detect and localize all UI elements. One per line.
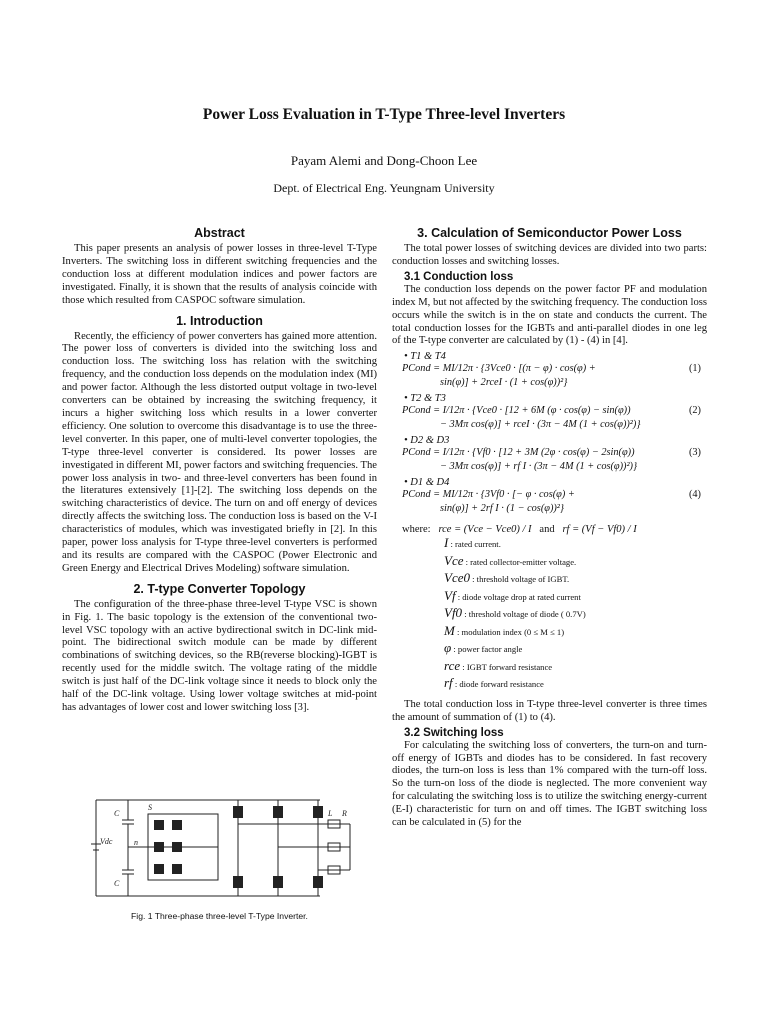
where-and: and (539, 524, 555, 536)
def-phi: φ : power factor angle (444, 640, 523, 656)
def-current: I : rated current. (444, 535, 501, 551)
symbol-definitions (444, 535, 707, 693)
eq2-line1: PCond = I/12π · {Vce0 · [12 + 6M (φ · cos(φ) − sin(φ)) (402, 405, 631, 417)
abstract-text: This paper presents an analysis of power losses in three-level T-Type Inverters. The switching loss in different switching frequencies and the conduction loss at different modulation indices and power factors are investigated. Finally, it is shown that the results of analysis coincide with those which resulted from CASPOC software simulation. (62, 243, 377, 306)
eq1-line1: PCond = MI/12π · {3Vce0 · [(π − φ) · cos(φ) + (402, 363, 596, 375)
right-column (392, 226, 707, 830)
eq4-line2: sin(φ)] + 2rf I · (1 − cos(φ))²} (440, 503, 565, 515)
def-rce: rce : IGBT forward resistance (444, 657, 553, 673)
vdc-label: Vdc (100, 837, 113, 846)
introduction-heading: 1. Introduction (176, 313, 263, 328)
eq4-number: (4) (688, 489, 701, 501)
eq1-number: (1) (688, 363, 701, 375)
def-vf: Vf : diode voltage drop at rated current (444, 587, 581, 603)
equation-2 (402, 404, 707, 418)
introduction-text: Recently, the efficiency of power converters has gained more attention. The power loss of converters is divided into the switching loss and conduction loss. The switching loss has relation with the switching frequency, and the conduction loss depends on the modulation index (MI) and power factor. Although the less distorted output voltage in two-level converters can be obtained by increasing the switching frequency, it incurs a higher switching loss which results in a lower converter efficiency. One solution to overcome this disadvantage is to use the three-level converter. In this paper, one of multi-level converter topologies, the T-type three-level converter is considered. Its power losses are investigated in different MI, power factors and switching frequencies. The power loss analysis in two- and three-level converters has been found in the literatures extensively [1]-[2]. The switching loss depends on the switching characteristics of device. The turn on and off energy of devices directly affects the switching loss. The conduction loss is based on the V-I characteristics of modules, which was investigated briefly in [2]. In this paper, power loss analysis for T-type three-level converters is performed and its results are compared with the CASPOC (Power Electronic and Green Energy and Electrical Drives Modeling) software simulation. (62, 330, 377, 574)
rf-definition: rf = (Vf − Vf0) / I (562, 524, 637, 536)
eq4-line1: PCond = MI/12π · {3Vf0 · [− φ · cos(φ) + (402, 489, 575, 501)
def-vce: Vce : rated collector-emitter voltage. (444, 552, 577, 568)
def-rf: rf : diode forward resistance (444, 675, 544, 691)
rce-definition: rce = (Vce − Vce0) / I (438, 524, 532, 536)
eq4-bullet: • D1 & D4 (404, 477, 450, 489)
equation-3 (402, 446, 707, 460)
switching-loss-text: For calculating the switching loss of converters, the turn-on and turn-off energy of IGBTs and diodes has to be considered. In fast recovery diodes, the turn-on loss is less than 1% compared with the turn-off loss. So the turn-on loss of the diode is neglected. The more convenient way for calculating the switching loss is to utilize the switching energy-current (E-I) characteristic for turn on and off times. The IGBT switching loss can be calculated in (5) for the (392, 739, 707, 829)
eq2-number: (2) (688, 405, 701, 417)
load-inductor-label: L (328, 809, 333, 818)
figure-caption: Fig. 1 Three-phase three-level T-Type Inverter. (131, 911, 308, 921)
switching-loss-heading: 3.2 Switching loss (404, 726, 504, 739)
eq1-line2: sin(φ)] + 2rceI · (1 + cos(φ))²} (440, 377, 568, 389)
eq3-number: (3) (688, 447, 701, 459)
load-resistor-label: R (342, 809, 347, 818)
capacitor-label: C (114, 879, 120, 888)
conduction-loss-text: The conduction loss depends on the power factor PF and modulation index M, but not affected by the switching frequency. The conduction loss occurs while the switch is in the on state and conducts the current. The total conduction losses for the IGBTs and anti-parallel diodes in one leg of the T-type converter are calculated by (1) - (4) in [4]. (392, 283, 707, 347)
capacitor-label: C (114, 809, 120, 818)
topology-heading: 2. T-type Converter Topology (133, 581, 306, 596)
equation-4 (402, 488, 707, 502)
def-vce0: Vce0 : threshold voltage of IGBT. (444, 570, 570, 586)
section3-heading: 3. Calculation of Semiconductor Power Loss (417, 226, 682, 240)
paper-authors: Payam Alemi and Dong-Choon Lee (290, 153, 478, 168)
paper-affiliation: Dept. of Electrical Eng. Yeungnam University (273, 181, 495, 195)
switch-label: S (148, 803, 152, 812)
t-type-inverter-schematic (88, 790, 368, 906)
eq3-bullet: • D2 & D3 (404, 435, 450, 447)
eq3-line1: PCond = I/12π · {Vf0 · [12 + 3M (2φ · cos(φ) − 2sin(φ)) (402, 447, 635, 459)
section3-intro: The total power losses of switching devices are divided into two parts: conduction losses and switching losses. (392, 243, 707, 267)
equation-1 (402, 362, 707, 376)
topology-text: The configuration of the three-phase three-level T-type VSC is shown in Fig. 1. The basic topology is the extension of the conventional two-level VSC topology with an active bydirectional switch in DC-link mid-point. The bidirectional switch module can be made by different combinations of switching devices, so the RB(reverse blocking)-IGBT is recently used for the middle switch. The voltage rating of the middle switch is just half of the DC-link voltage since it needs to block only the half of the DC-link voltage. Using lower voltage switches at mid-point has advantages of lower cost and lower switching loss [3]. (62, 598, 377, 713)
neutral-label: n (134, 838, 138, 847)
conduction-total-text: The total conduction loss in T-type three-level converter is three times the amount of summation of (1) to (4). (392, 698, 707, 723)
eq3-line2: − 3Mπ cos(φ)] + rf I · (3π − 4M (1 + cos(φ))²)} (440, 461, 638, 473)
eq1-bullet: • T1 & T4 (404, 351, 446, 363)
eq2-line2: − 3Mπ cos(φ)] + rceI · (3π − 4M (1 + cos(φ))²)} (440, 419, 641, 431)
paper-title: Power Loss Evaluation in T-Type Three-level Inverters (202, 106, 566, 123)
def-vf0: Vf0 : threshold voltage of diode ( 0.7V) (444, 605, 586, 621)
conduction-loss-heading: 3.1 Conduction loss (404, 270, 514, 283)
left-column (62, 226, 377, 715)
eq2-bullet: • T2 & T3 (404, 393, 446, 405)
abstract-heading: Abstract (194, 226, 245, 240)
where-clause (402, 524, 707, 535)
def-m: M : modulation index (0 ≤ M ≤ 1) (444, 622, 565, 638)
where-label: where: (402, 524, 431, 536)
